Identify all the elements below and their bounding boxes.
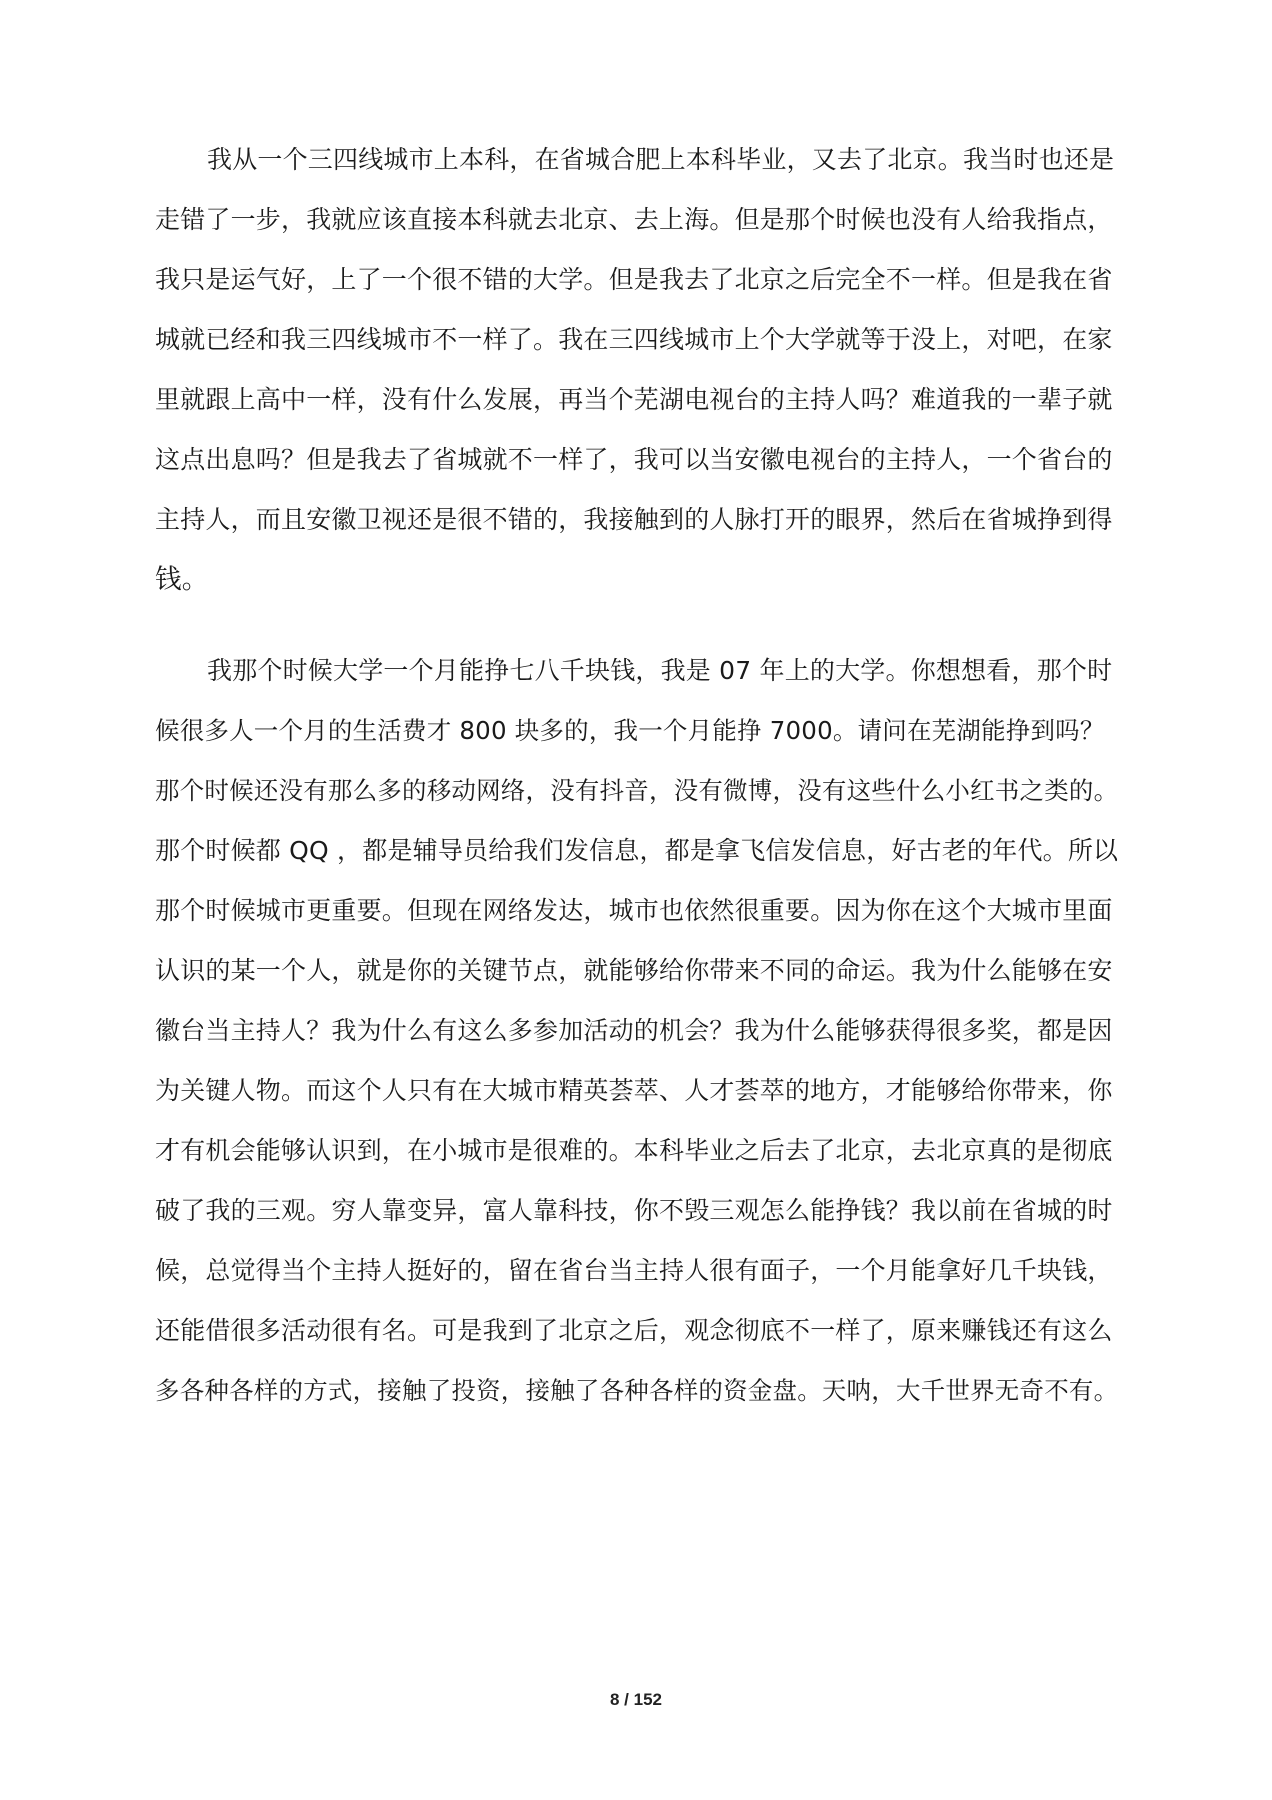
text-line: 才有机会能够认识到，在小城市是很难的。本科毕业之后去了北京，去北京真的是彻底 <box>155 1136 1113 1165</box>
text-line: 那个时候都 QQ ，都是辅导员给我们发信息，都是拿飞信发信息，好古老的年代。所以 <box>155 836 1119 865</box>
page-number: 8 / 152 <box>610 1690 662 1709</box>
text-line: 认识的某一个人，就是你的关键节点，就能够给你带来不同的命运。我为什么能够在安 <box>155 956 1113 985</box>
text-line: 候很多人一个月的生活费才 800 块多的，我一个月能挣 7000。请问在芜湖能挣到吗？ <box>155 716 1105 745</box>
text-line: 我只是运气好，上了一个很不错的大学。但是我去了北京之后完全不一样。但是我在省 <box>155 265 1113 294</box>
text-line: 主持人，而且安徽卫视还是很不错的，我接触到的人脉打开的眼界，然后在省城挣到得 <box>155 505 1113 534</box>
text-line: 候，总觉得当个主持人挺好的，留在省台当主持人很有面子，一个月能拿好几千块钱， <box>155 1256 1113 1285</box>
text-line: 我那个时候大学一个月能挣七八千块钱，我是 07 年上的大学。你想想看，那个时 <box>207 656 1113 685</box>
text-line: 里就跟上高中一样，没有什么发展，再当个芜湖电视台的主持人吗？难道我的一辈子就 <box>155 385 1113 414</box>
text-line: 走错了一步，我就应该直接本科就去北京、去上海。但是那个时候也没有人给我指点， <box>155 205 1113 234</box>
text-line: 徽台当主持人？我为什么有这么多参加活动的机会？我为什么能够获得很多奖，都是因 <box>155 1016 1113 1045</box>
text-line: 城就已经和我三四线城市不一样了。我在三四线城市上个大学就等于没上，对吧，在家 <box>155 325 1113 354</box>
text-line: 我从一个三四线城市上本科，在省城合肥上本科毕业，又去了北京。我当时也还是 <box>207 145 1115 174</box>
text-line: 还能借很多活动很有名。可是我到了北京之后，观念彻底不一样了，原来赚钱还有这么 <box>155 1316 1113 1345</box>
text-line: 这点出息吗？但是我去了省城就不一样了，我可以当安徽电视台的主持人，一个省台的 <box>155 445 1113 474</box>
text-line: 钱。 <box>155 564 209 595</box>
text-line: 那个时候还没有那么多的移动网络，没有抖音，没有微博，没有这些什么小红书之类的。 <box>155 776 1119 805</box>
text-line: 那个时候城市更重要。但现在网络发达，城市也依然很重要。因为你在这个大城市里面 <box>155 896 1113 925</box>
text-line: 多各种各样的方式，接触了投资，接触了各种各样的资金盘。天呐，大千世界无奇不有。 <box>155 1376 1119 1405</box>
text-line: 为关键人物。而这个人只有在大城市精英荟萃、人才荟萃的地方，才能够给你带来，你 <box>155 1076 1113 1105</box>
text-line: 破了我的三观。穷人靠变异，富人靠科技，你不毁三观怎么能挣钱？我以前在省城的时 <box>155 1196 1113 1225</box>
